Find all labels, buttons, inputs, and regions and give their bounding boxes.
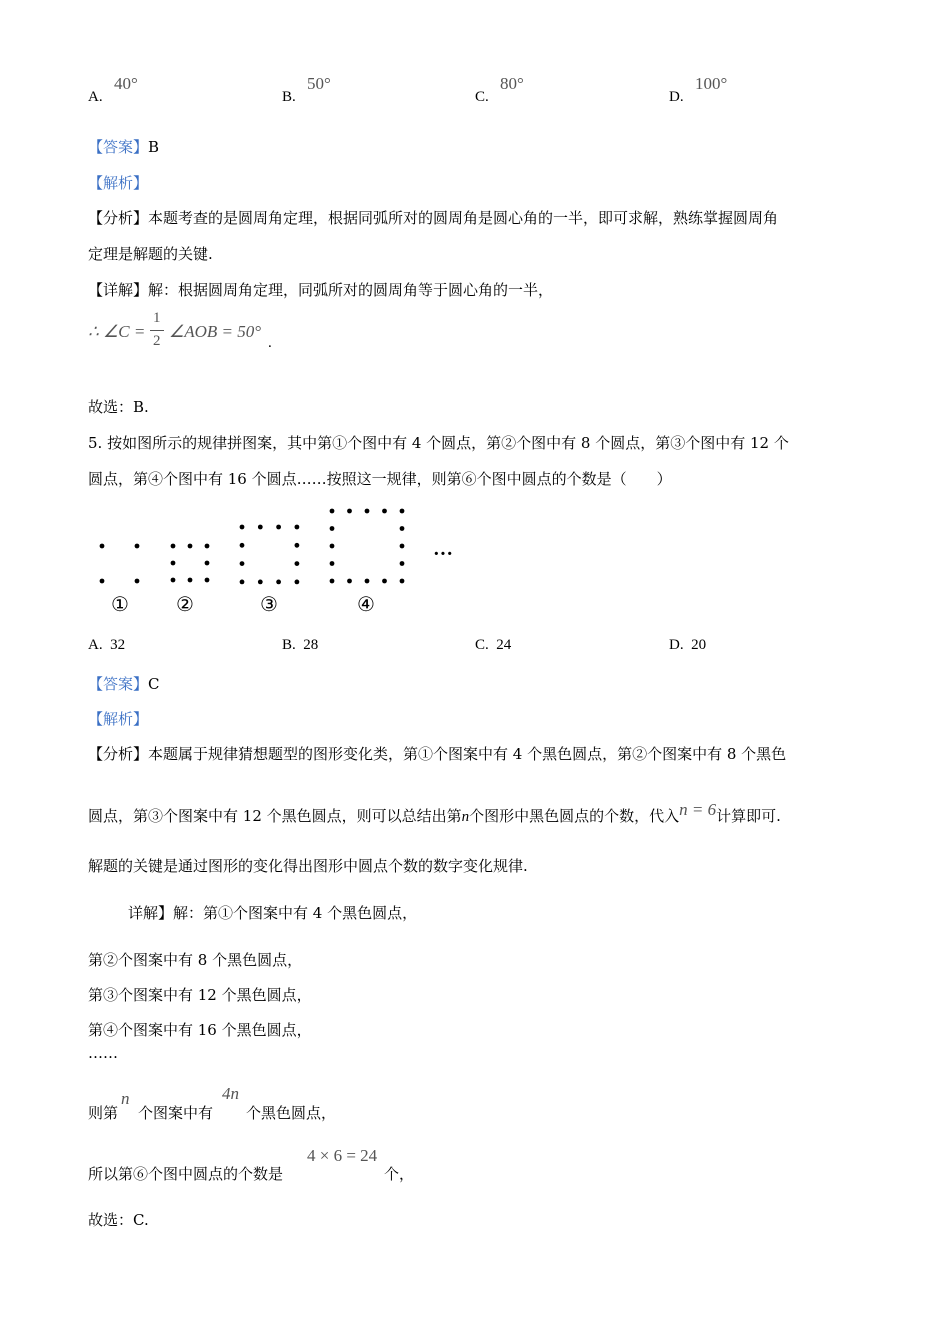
pattern-4-dot — [330, 561, 335, 566]
q4-option-d-value: 100° — [695, 74, 728, 93]
option-letter: C. — [475, 637, 489, 653]
q5-option-b — [282, 637, 318, 654]
pattern-1-dot — [135, 579, 140, 584]
xiangjie-text: 解：根据圆周角定理，同弧所对的圆周角等于圆心角的一半， — [148, 281, 554, 299]
answer-value: B — [148, 138, 160, 156]
q5-step2: 第②个图案中有 8 个黑色圆点， — [88, 951, 303, 969]
q5-option-d — [669, 637, 706, 654]
q4-option-c-letter: C. — [475, 89, 489, 105]
q5-stem-line1: 5. 按如图所示的规律拼图案，其中第①个图中有 4 个圆点，第②个图中有 8 个圆点，第③个图中有 12 个 — [88, 434, 789, 452]
formula-end: . — [268, 335, 272, 351]
q4-option-a-value: 40° — [114, 74, 138, 93]
fenxi-tag: 【分析】 — [88, 209, 149, 227]
pattern-4-dot — [365, 509, 370, 514]
pattern-3-dot — [295, 561, 300, 566]
pattern-1-dot — [100, 544, 105, 549]
q5-option-a — [88, 637, 125, 654]
pattern-4-dot — [330, 509, 335, 514]
fenxi-tag: 【分析】 — [88, 745, 149, 763]
pattern-2-dot — [205, 561, 210, 566]
pattern-2-dot — [171, 578, 176, 583]
pattern-2-dot — [205, 578, 210, 583]
q5-analysis-tag: 【解析】 — [88, 710, 149, 728]
pattern-1-dot — [135, 544, 140, 549]
pattern-4-dot — [330, 526, 335, 531]
xiangjie-tag: 【详解】 — [88, 281, 149, 299]
gen-math-4n: 4n — [222, 1084, 239, 1103]
pattern-3-dot — [240, 525, 245, 530]
answer-tag: 【答案】 — [88, 138, 149, 156]
pattern-2-dot — [171, 561, 176, 566]
pattern-1-dot — [100, 579, 105, 584]
pattern-4-dot — [365, 579, 370, 584]
q4-option-a-letter: A. — [88, 89, 103, 105]
option-value: 28 — [303, 637, 319, 653]
q5-step4: 第④个图案中有 16 个黑色圆点， — [88, 1021, 312, 1039]
pattern-4-dot — [330, 544, 335, 549]
pattern-3-dot — [295, 580, 300, 585]
formula-prefix: ∴ ∠C = — [88, 322, 146, 341]
pattern-3-dot — [240, 580, 245, 585]
q5-answer — [88, 673, 160, 694]
option-letter: D. — [669, 637, 684, 653]
answer-value: C — [148, 675, 160, 693]
q5-stem-line2: 圆点，第④个图中有 16 个圆点……按照这一规律，则第⑥个图中圆点的个数是（ ） — [88, 470, 672, 488]
fenxi-text: 本题属于规律猜想题型的图形变化类，第①个图案中有 4 个黑色圆点，第②个图案中有 8 个黑色 — [148, 745, 787, 763]
q5-guxuan: 故选：C. — [88, 1211, 149, 1229]
pattern-3-dot — [295, 543, 300, 548]
pattern-4-dot — [347, 509, 352, 514]
pattern-4-dot — [382, 579, 387, 584]
pattern-2-dot — [171, 544, 176, 549]
q5-fenxi-line2 — [88, 800, 781, 826]
option-value: 24 — [496, 637, 512, 653]
pattern-3-dot — [276, 580, 281, 585]
q5-dot-figure — [0, 0, 950, 630]
q5-fenxi-line1 — [88, 743, 786, 764]
pattern-4-dot — [400, 509, 405, 514]
pattern-2-dot — [188, 544, 193, 549]
option-value: 32 — [110, 637, 126, 653]
gen-var-n: n — [121, 1089, 130, 1108]
pattern-4-dot — [400, 544, 405, 549]
pattern-4-dot — [330, 579, 335, 584]
pattern-4-dot — [400, 561, 405, 566]
figure-label-2: ② — [176, 594, 194, 616]
pattern-3-dot — [258, 580, 263, 585]
option-letter: B. — [282, 637, 296, 653]
q5-dots: …… — [88, 1044, 118, 1062]
q5-option-c — [475, 637, 511, 654]
fenxi-text: 圆点，第③个图案中有 12 个黑色圆点，则可以总结出第 — [88, 807, 462, 825]
formula-suffix: ∠AOB = 50° — [169, 322, 262, 341]
pattern-3-dot — [240, 543, 245, 548]
pattern-3-dot — [240, 561, 245, 566]
pattern-4-dot — [382, 509, 387, 514]
fenxi-text: 计算即可. — [716, 807, 781, 825]
fenxi-text: 个图形中黑色圆点的个数，代入 — [469, 807, 680, 825]
pattern-3-dot — [276, 525, 281, 530]
math-n-equals-6: n = 6 — [679, 800, 717, 819]
pattern-4-dot — [347, 579, 352, 584]
fenxi-text: 本题考查的是圆周角定理，根据同弧所对的圆周角是圆心角的一半，即可求解，熟练掌握圆周角 — [148, 209, 779, 227]
conc-math: 4 × 6 = 24 — [307, 1146, 378, 1165]
frac-denominator: 2 — [153, 333, 161, 349]
option-value: 20 — [691, 637, 707, 653]
gen-text-b: 个图案中有 — [138, 1104, 214, 1122]
q4-option-c-value: 80° — [500, 74, 524, 93]
q4-guxuan: 故选：B. — [88, 398, 149, 416]
q4-option-d-letter: D. — [669, 89, 684, 105]
q4-option-b-letter: B. — [282, 89, 296, 105]
pattern-4-dot — [400, 526, 405, 531]
pattern-2-dot — [188, 578, 193, 583]
var-n: n — [461, 809, 470, 825]
conc-text-a: 所以第⑥个图中圆点的个数是 — [88, 1165, 284, 1183]
q5-fenxi-line3: 解题的关键是通过图形的变化得出图形中圆点个数的数字变化规律. — [88, 857, 528, 875]
pattern-4-dot — [400, 579, 405, 584]
gen-text-c: 个黑色圆点， — [246, 1104, 337, 1122]
answer-tag: 【答案】 — [88, 675, 149, 693]
pattern-2-dot — [205, 544, 210, 549]
q4-fenxi-line2: 定理是解题的关键. — [88, 245, 213, 263]
option-letter: A. — [88, 637, 103, 653]
conc-text-b: 个， — [384, 1165, 415, 1183]
q5-step3: 第③个图案中有 12 个黑色圆点， — [88, 986, 312, 1004]
pattern-3-dot — [258, 525, 263, 530]
frac-numerator: 1 — [153, 310, 161, 326]
figure-label-3: ③ — [260, 594, 278, 616]
pattern-3-dot — [295, 525, 300, 530]
q4-analysis-tag: 【解析】 — [88, 174, 149, 192]
q5-xiangjie-line1: 详解】解：第①个图案中有 4 个黑色圆点， — [128, 904, 418, 922]
figure-ellipsis: ··· — [432, 543, 454, 565]
figure-label-4: ④ — [357, 594, 375, 616]
q4-option-b-value: 50° — [307, 74, 331, 93]
gen-text-a: 则第 — [88, 1104, 119, 1122]
figure-label-1: ① — [111, 594, 129, 616]
